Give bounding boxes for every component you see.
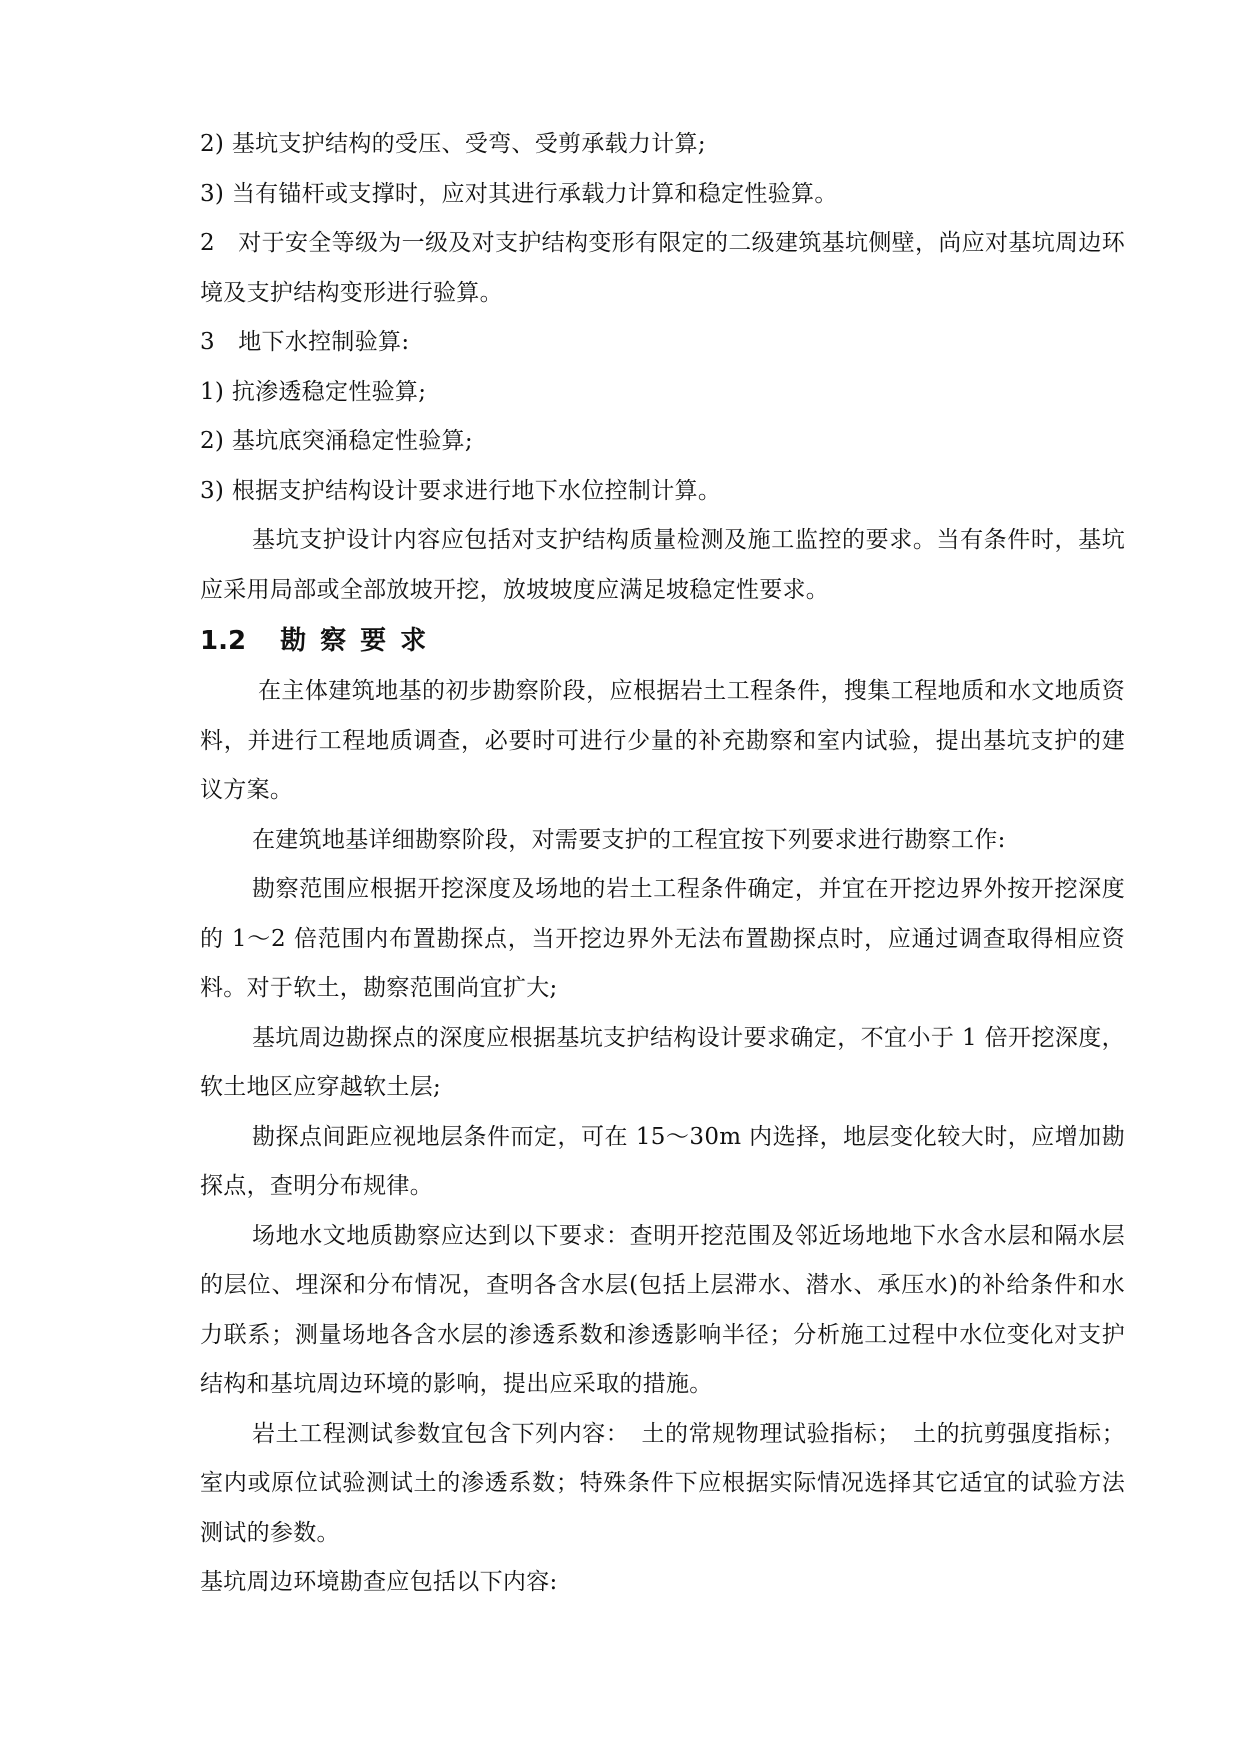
body-paragraph: 岩土工程测试参数宜包含下列内容： 土的常规物理试验指标； 土的抗剪强度指标；室内或原位试验测试土的渗透系数；特殊条件下应根据实际情况选择其它适宜的试验方法测试的参数。 <box>200 1420 1125 1546</box>
section-number: 1.2 <box>200 626 247 656</box>
list-item: 3) 当有锚杆或支撑时，应对其进行承载力计算和稳定性验算。 <box>200 180 838 207</box>
body-paragraph: 场地水文地质勘察应达到以下要求：查明开挖范围及邻近场地地下水含水层和隔水层的层位、埋深和分布情况，查明各含水层(包括上层滞水、潜水、承压水)的补给条件和水力联系；测量场地各含水层的渗透系数和渗透影响半径；分析施工过程中水位变化对支护结构和基坑周边环境的影响，提出应采取的措施。 <box>200 1222 1125 1397</box>
body-paragraph: 在主体建筑地基的初步勘察阶段，应根据岩土工程条件，搜集工程地质和水文地质资料，并进行工程地质调查，必要时可进行少量的补充勘察和室内试验，提出基坑支护的建议方案。 <box>200 678 1125 803</box>
design-paragraph: 基坑支护设计内容应包括对支护结构质量检测及施工监控的要求。当有条件时，基坑应采用局部或全部放坡开挖，放坡坡度应满足坡稳定性要求。 <box>200 527 1125 603</box>
list-item: 3) 根据支护结构设计要求进行地下水位控制计算。 <box>200 477 722 504</box>
closing-line: 基坑周边环境勘查应包括以下内容: <box>200 1569 558 1595</box>
list-item: 3 地下水控制验算: <box>200 329 410 355</box>
body-paragraph: 勘探点间距应视地层条件而定，可在 15～30m 内选择，地层变化较大时，应增加勘探点，查明分布规律。 <box>200 1123 1125 1199</box>
list-item: 2) 基坑底突涌稳定性验算; <box>200 428 473 454</box>
document-page <box>200 120 1125 1608</box>
section-heading <box>200 615 1125 667</box>
list-item: 1) 抗渗透稳定性验算; <box>200 378 427 405</box>
body-paragraph: 在建筑地基详细勘察阶段，对需要支护的工程宜按下列要求进行勘察工作: <box>252 826 1006 853</box>
body-paragraph: 基坑周边勘探点的深度应根据基坑支护结构设计要求确定，不宜小于 1 倍开挖深度，软土地区应穿越软土层; <box>200 1024 1125 1100</box>
body-paragraph: 勘察范围应根据开挖深度及场地的岩土工程条件确定，并宜在开挖边界外按开挖深度的 1～2 倍范围内布置勘探点，当开挖边界外无法布置勘探点时，应通过调查取得相应资料。对于软土，勘察范围尚宜扩大; <box>200 876 1125 1001</box>
section-title: 勘察要求 <box>280 626 441 656</box>
list-item: 2 对于安全等级为一级及对支护结构变形有限定的二级建筑基坑侧壁，尚应对基坑周边环境及支护结构变形进行验算。 <box>200 230 1125 306</box>
list-item: 2) 基坑支护结构的受压、受弯、受剪承载力计算; <box>200 131 706 157</box>
